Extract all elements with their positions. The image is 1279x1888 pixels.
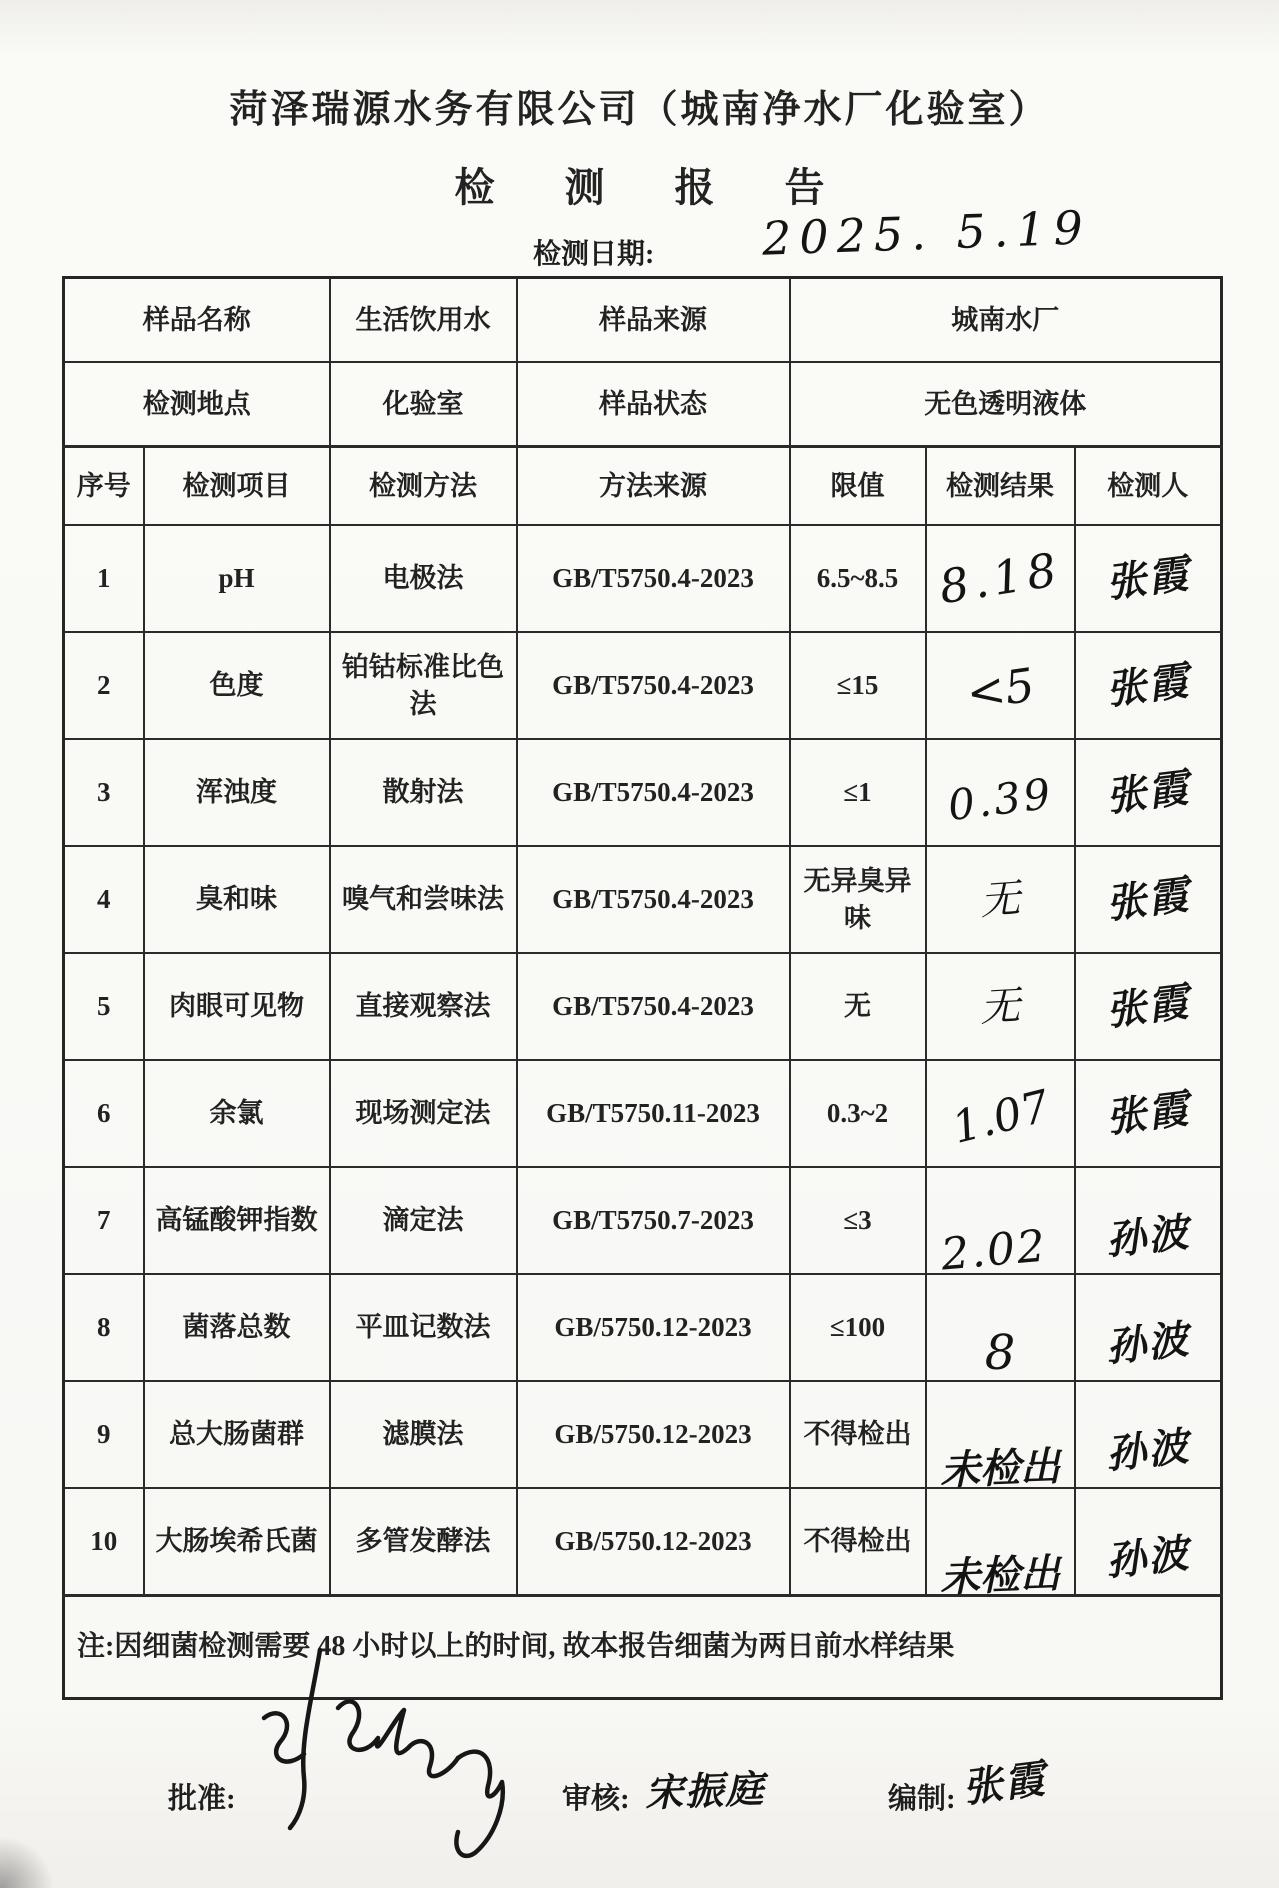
table-row (64, 1274, 1222, 1381)
method-source: GB/T5750.4-2023 (517, 632, 790, 739)
test-item: 总大肠菌群 (144, 1381, 330, 1488)
test-item: 浑浊度 (144, 739, 330, 846)
sample-source-value: 城南水厂 (790, 278, 1222, 363)
tester-cell (1075, 739, 1222, 846)
test-method: 滤膜法 (330, 1381, 517, 1488)
row-number: 6 (64, 1060, 144, 1167)
tester-cell (1075, 1274, 1222, 1381)
sample-state-value: 无色透明液体 (790, 362, 1222, 447)
test-method: 平皿记数法 (330, 1274, 517, 1381)
test-date-value-handwritten: 2025. 5.19 (761, 200, 1092, 266)
test-method: 滴定法 (330, 1167, 517, 1274)
row-number: 5 (64, 953, 144, 1060)
method-source: GB/T5750.7-2023 (517, 1167, 790, 1274)
prepare-label: 编制: (888, 1783, 956, 1815)
row-number: 8 (64, 1274, 144, 1381)
row-number: 10 (64, 1488, 144, 1596)
sample-name-label: 样品名称 (64, 278, 330, 363)
report-subtitle: 检 测 报 告 (454, 165, 855, 210)
row-number: 4 (64, 846, 144, 953)
test-result-handwritten: 未检出 (939, 1442, 1061, 1494)
report-table-body (64, 278, 1222, 1699)
approver-signature-scrawl (242, 1646, 542, 1866)
sample-info-row-1 (64, 278, 1222, 363)
method-source: GB/5750.12-2023 (517, 1381, 790, 1488)
row-number: 1 (64, 525, 144, 632)
table-row (64, 739, 1222, 846)
test-method: 散射法 (330, 739, 517, 846)
note-row (64, 1596, 1222, 1699)
test-item: pH (144, 525, 330, 632)
test-result-handwritten: <5 (963, 657, 1038, 721)
tester-signature: 张霞 (1103, 549, 1193, 607)
result-cell (926, 1167, 1075, 1281)
table-row (64, 1060, 1222, 1167)
test-item: 高锰酸钾指数 (144, 1167, 330, 1274)
scan-smudge (0, 1832, 58, 1888)
limit-value: ≤15 (790, 632, 926, 739)
test-result-handwritten: 8 (984, 1325, 1016, 1382)
test-report-table (62, 276, 1223, 1700)
row-number: 2 (64, 632, 144, 739)
table-row (64, 525, 1222, 632)
method-source: GB/T5750.4-2023 (517, 525, 790, 632)
tester-signature: 孙波 (1103, 1315, 1192, 1371)
result-cell (926, 1381, 1075, 1494)
method-source: GB/5750.12-2023 (517, 1274, 790, 1381)
result-cell (926, 632, 1075, 739)
table-row (64, 1488, 1222, 1596)
test-item: 大肠埃希氏菌 (144, 1488, 330, 1596)
col-header-limit: 限值 (790, 447, 926, 526)
test-method: 铂钴标准比色法 (330, 632, 517, 739)
result-cell (926, 1060, 1075, 1167)
row-number: 7 (64, 1167, 144, 1274)
test-method: 现场测定法 (330, 1060, 517, 1167)
table-header-row (64, 447, 1222, 526)
result-cell (926, 1488, 1075, 1601)
test-date-label: 检测日期: (533, 239, 655, 270)
col-header-source: 方法来源 (517, 447, 790, 526)
test-method: 电极法 (330, 525, 517, 632)
limit-value: 无 (790, 953, 926, 1060)
result-cell (926, 739, 1075, 846)
limit-value: ≤3 (790, 1167, 926, 1274)
test-result-handwritten: 0.39 (945, 768, 1057, 831)
method-source: GB/T5750.11-2023 (517, 1060, 790, 1167)
note-text: 注:因细菌检测需要 48 小时以上的时间, 故本报告细菌为两日前水样结果 (64, 1596, 1222, 1699)
page-title: 菏泽瑞源水务有限公司（城南净水厂化验室） (229, 89, 1050, 131)
tester-cell (1075, 1060, 1222, 1167)
tester-signature: 张霞 (1103, 656, 1193, 714)
test-item: 菌落总数 (144, 1274, 330, 1381)
test-location-label: 检测地点 (64, 362, 330, 447)
result-cell (926, 953, 1075, 1060)
limit-value: ≤1 (790, 739, 926, 846)
tester-cell (1075, 525, 1222, 632)
test-item: 余氯 (144, 1060, 330, 1167)
col-header-method: 检测方法 (330, 447, 517, 526)
limit-value: 不得检出 (790, 1381, 926, 1488)
test-location-value: 化验室 (330, 362, 517, 447)
test-method: 多管发酵法 (330, 1488, 517, 1596)
limit-value: ≤100 (790, 1274, 926, 1381)
tester-cell (1075, 632, 1222, 739)
table-row (64, 632, 1222, 739)
test-result-handwritten: 8.18 (935, 542, 1065, 615)
preparer-signature: 张霞 (959, 1755, 1049, 1812)
tester-cell (1075, 846, 1222, 953)
sample-name-value: 生活饮用水 (330, 278, 517, 363)
limit-value: 不得检出 (790, 1488, 926, 1596)
test-item: 肉眼可见物 (144, 953, 330, 1060)
result-cell (926, 1274, 1075, 1381)
test-result-handwritten: 无 (978, 982, 1022, 1031)
tester-cell (1075, 1488, 1222, 1596)
tester-cell (1075, 1381, 1222, 1488)
test-result-handwritten: 未检出 (939, 1549, 1061, 1601)
review-label: 审核: (562, 1783, 630, 1815)
tester-signature: 张霞 (1103, 977, 1193, 1035)
result-cell (926, 525, 1075, 632)
tester-cell (1075, 953, 1222, 1060)
col-header-no: 序号 (64, 447, 144, 526)
test-result-handwritten: 2.02 (938, 1220, 1049, 1281)
reviewer-signature: 宋振庭 (644, 1765, 766, 1816)
method-source: GB/T5750.4-2023 (517, 739, 790, 846)
tester-cell (1075, 1167, 1222, 1274)
tester-signature: 孙波 (1103, 1208, 1192, 1264)
result-cell (926, 846, 1075, 953)
method-source: GB/T5750.4-2023 (517, 846, 790, 953)
table-row (64, 1381, 1222, 1488)
sample-source-label: 样品来源 (517, 278, 790, 363)
table-row (64, 846, 1222, 953)
col-header-result: 检测结果 (926, 447, 1075, 526)
tester-signature: 孙波 (1103, 1529, 1192, 1585)
tester-signature: 张霞 (1103, 1084, 1193, 1142)
test-result-handwritten: 1.07 (947, 1080, 1055, 1154)
test-method: 直接观察法 (330, 953, 517, 1060)
tester-signature: 张霞 (1103, 763, 1193, 821)
row-number: 3 (64, 739, 144, 846)
col-header-item: 检测项目 (144, 447, 330, 526)
approve-label: 批准: (168, 1783, 236, 1815)
table-row (64, 1167, 1222, 1274)
method-source: GB/T5750.4-2023 (517, 953, 790, 1060)
limit-value: 0.3~2 (790, 1060, 926, 1167)
sample-state-label: 样品状态 (517, 362, 790, 447)
col-header-tester: 检测人 (1075, 447, 1222, 526)
limit-value: 6.5~8.5 (790, 525, 926, 632)
test-item: 色度 (144, 632, 330, 739)
sample-info-row-2 (64, 362, 1222, 447)
test-item: 臭和味 (144, 846, 330, 953)
tester-signature: 张霞 (1103, 870, 1193, 928)
limit-value: 无异臭异味 (790, 846, 926, 953)
tester-signature: 孙波 (1103, 1422, 1192, 1478)
table-row (64, 953, 1222, 1060)
row-number: 9 (64, 1381, 144, 1488)
test-result-handwritten: 无 (978, 875, 1022, 924)
test-method: 嗅气和尝味法 (330, 846, 517, 953)
method-source: GB/5750.12-2023 (517, 1488, 790, 1596)
